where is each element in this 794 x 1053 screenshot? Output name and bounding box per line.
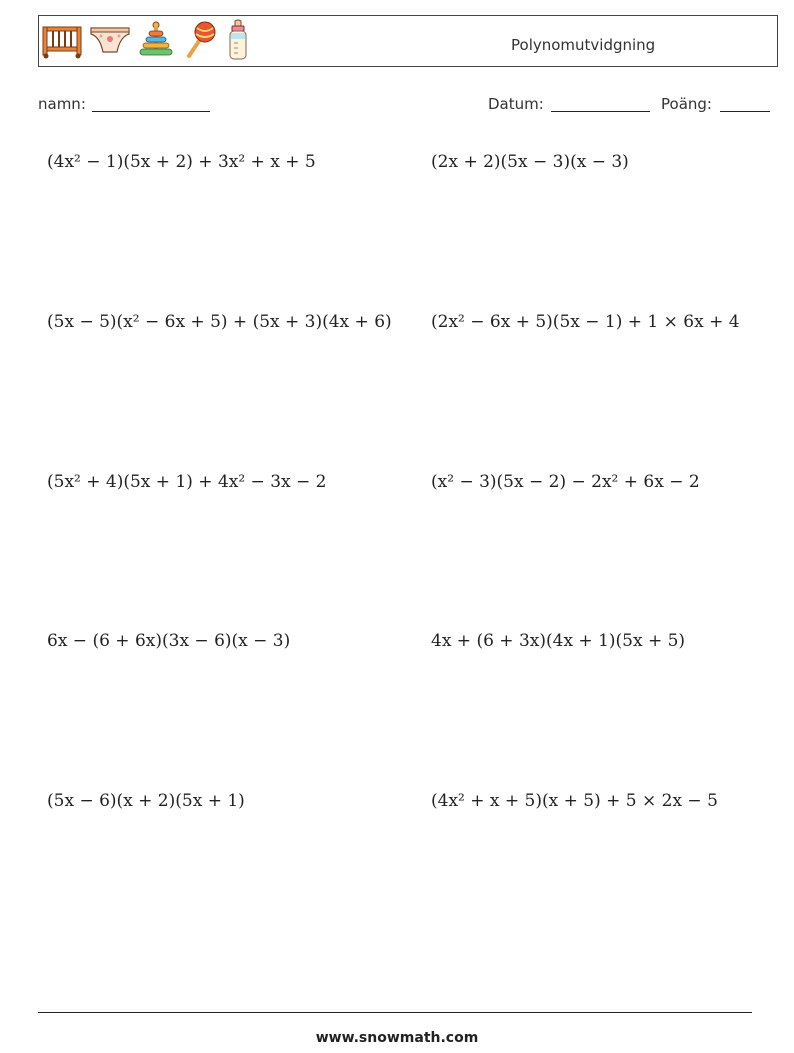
name-label: namn: <box>38 95 86 113</box>
header-icons <box>41 20 253 64</box>
date-label: Datum: <box>488 95 544 113</box>
problem-1: (4x² − 1)(5x + 2) + 3x² + x + 5 <box>47 152 316 172</box>
name-field[interactable] <box>92 110 210 112</box>
problem-4: (2x² − 6x + 5)(5x − 1) + 1 × 6x + 4 <box>431 312 740 332</box>
problem-7: 6x − (6 + 6x)(3x − 6)(x − 3) <box>47 631 291 651</box>
problem-3: (5x − 5)(x² − 6x + 5) + (5x + 3)(4x + 6) <box>47 312 392 332</box>
problem-5: (5x² + 4)(5x + 1) + 4x² − 3x − 2 <box>47 472 327 492</box>
worksheet-header <box>38 15 778 67</box>
crib-icon <box>41 21 83 63</box>
rattle-icon <box>181 20 217 64</box>
problem-6: (x² − 3)(5x − 2) − 2x² + 6x − 2 <box>431 472 700 492</box>
problem-8: 4x + (6 + 3x)(4x + 1)(5x + 5) <box>431 631 686 651</box>
problem-2: (2x + 2)(5x − 3)(x − 3) <box>431 152 629 172</box>
footer-divider <box>38 1012 752 1013</box>
student-info-row <box>38 95 770 117</box>
score-field[interactable] <box>720 110 770 112</box>
score-label: Poäng: <box>661 95 712 113</box>
worksheet-title: Polynomutvidgning <box>511 36 656 54</box>
stacking-rings-toy-icon <box>137 20 175 64</box>
date-field[interactable] <box>551 110 650 112</box>
problem-10: (4x² + x + 5)(x + 5) + 5 × 2x − 5 <box>431 791 718 811</box>
diaper-icon <box>89 24 131 60</box>
baby-bottle-icon <box>223 19 253 65</box>
problem-9: (5x − 6)(x + 2)(5x + 1) <box>47 791 245 811</box>
footer-website: www.snowmath.com <box>315 1030 479 1046</box>
